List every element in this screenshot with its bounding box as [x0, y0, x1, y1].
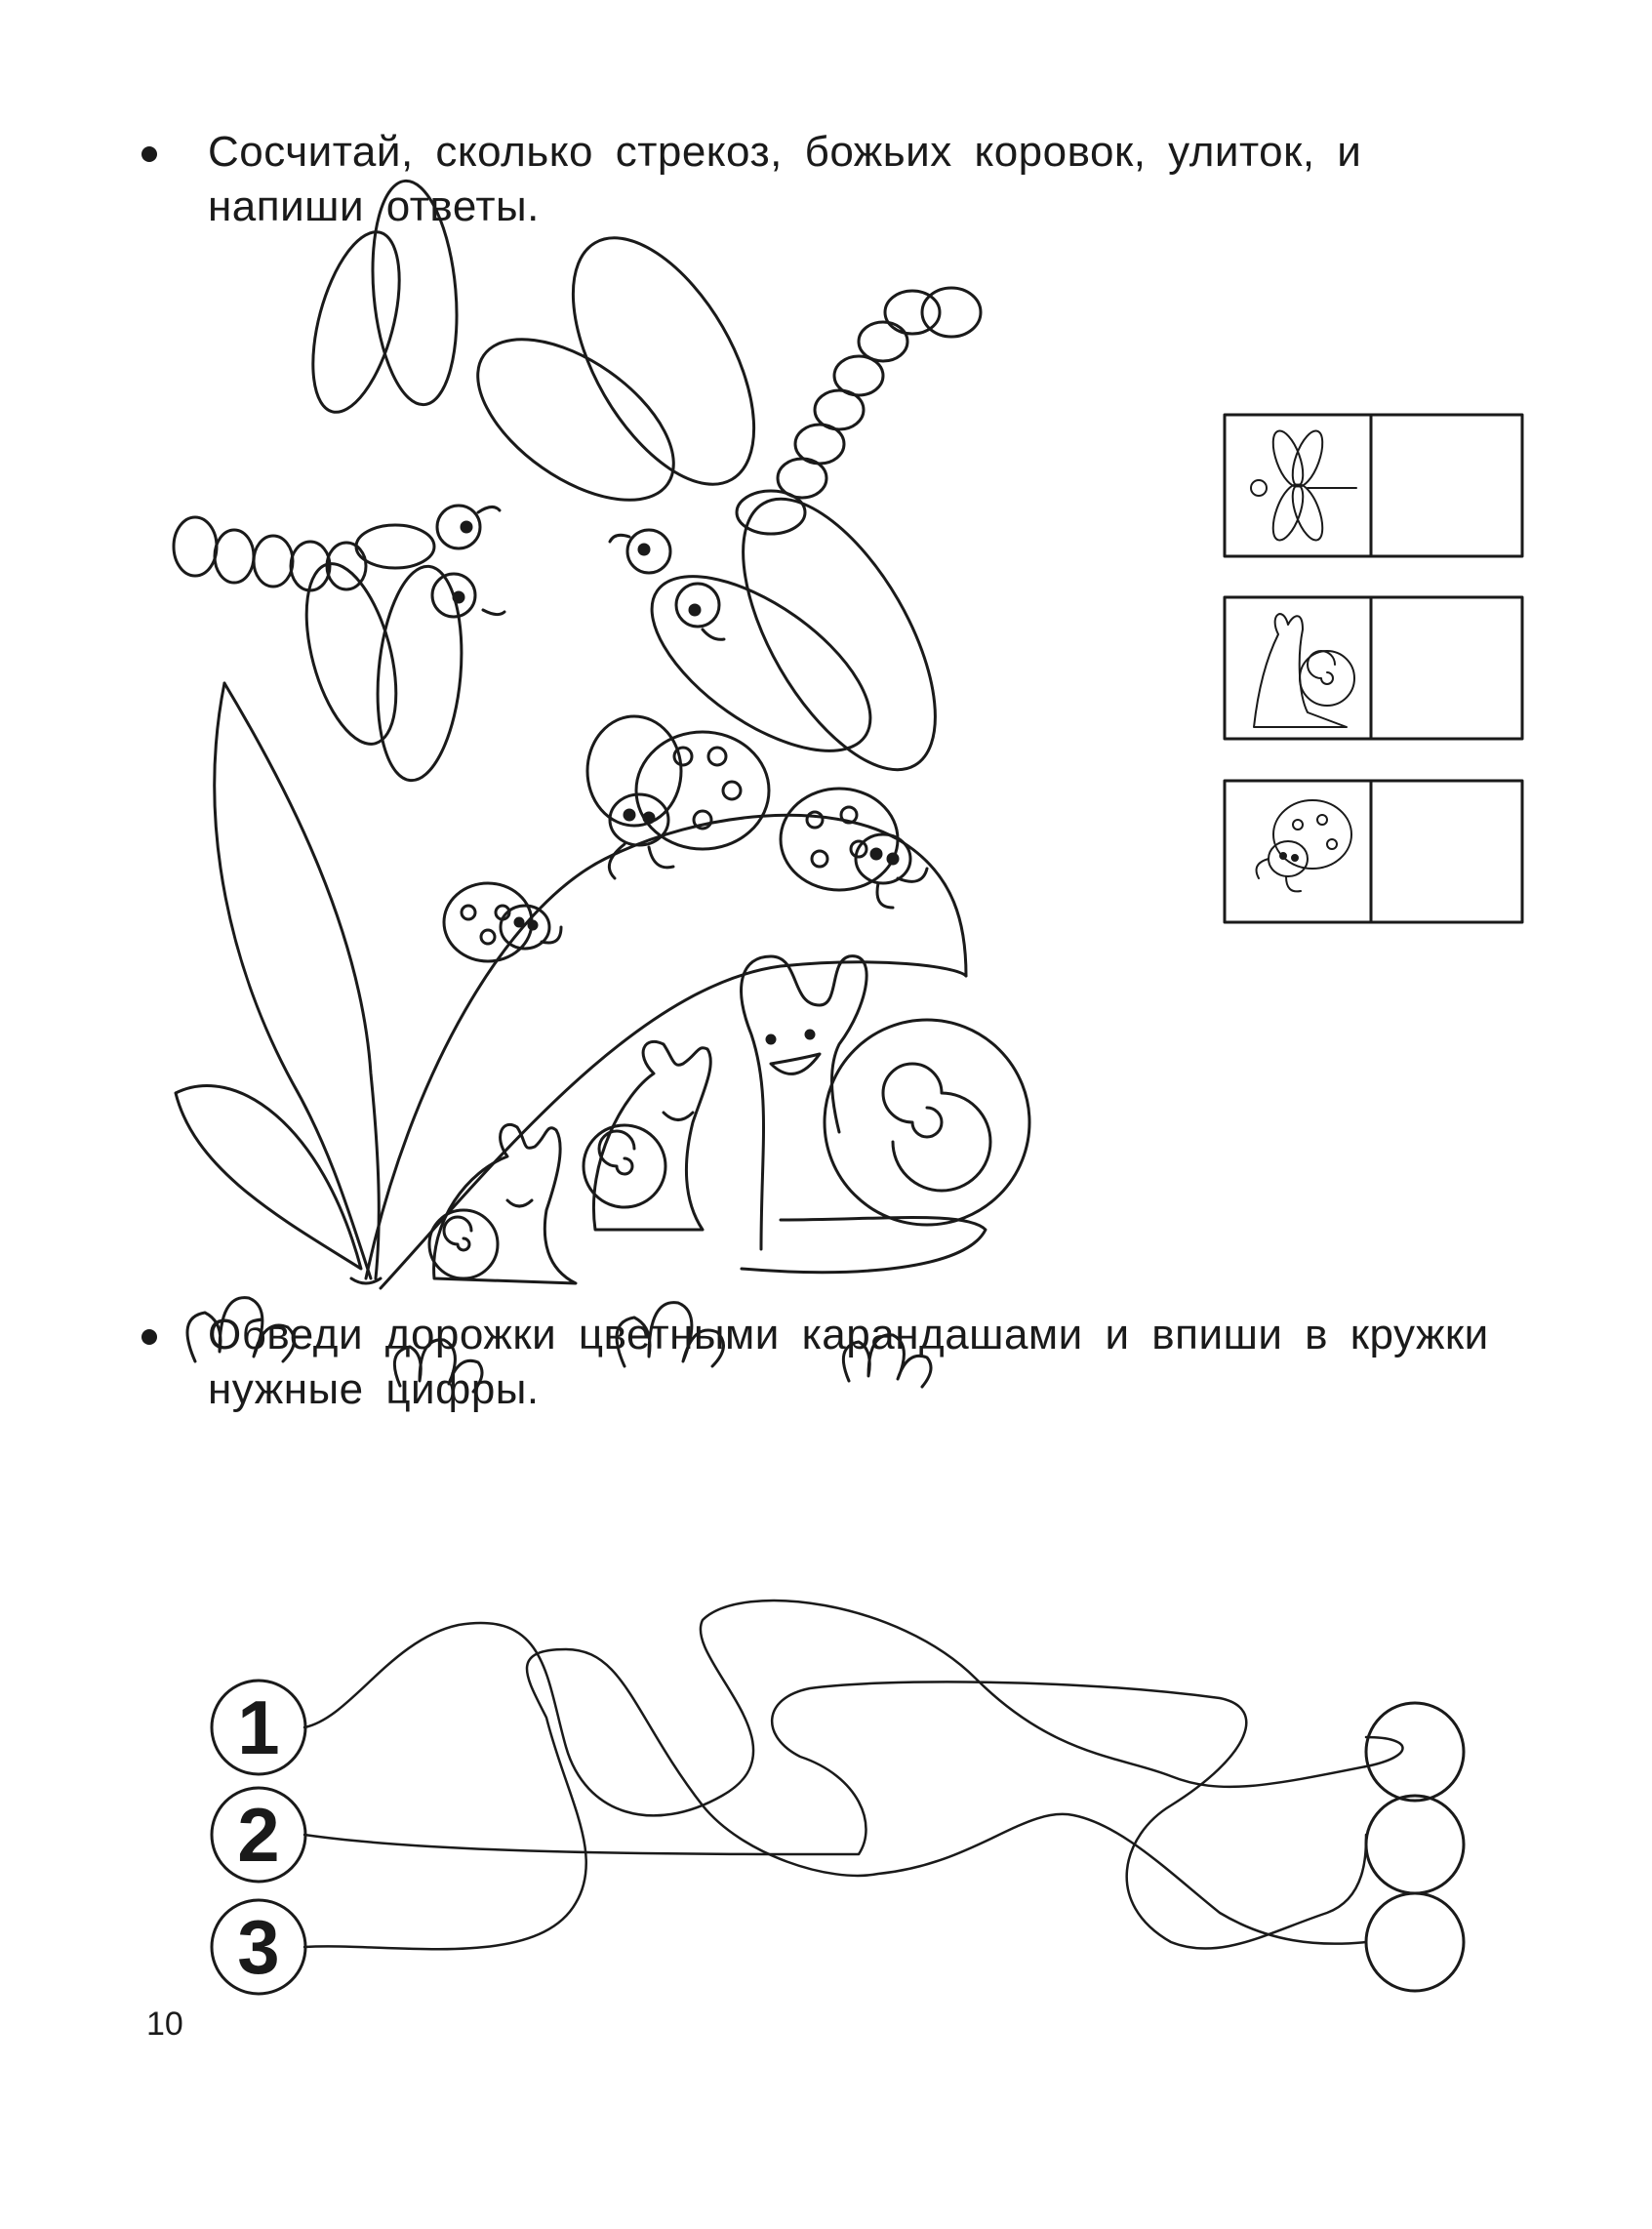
task2-text: Обведи дорожки цветными карандашами и впиши в кружки нужные цифры.: [208, 1311, 1489, 1413]
page-number: 10: [146, 2006, 183, 2043]
start-number-2: 2: [237, 1792, 280, 1878]
maze-path-1[interactable]: [304, 1601, 1403, 1815]
end-circle-3[interactable]: [1366, 1893, 1464, 1991]
maze-path-2[interactable]: [304, 1682, 1366, 1948]
maze-path-3[interactable]: [304, 1649, 1366, 1949]
end-circle-2[interactable]: [1366, 1796, 1464, 1893]
task1-text: Сосчитай, сколько стрекоз, божьих коровок, улиток, и напиши ответы.: [208, 128, 1362, 230]
start-number-1: 1: [237, 1684, 280, 1770]
start-number-3: 3: [237, 1904, 280, 1990]
end-circles: [1366, 1703, 1464, 1991]
end-circle-1[interactable]: [1366, 1703, 1464, 1801]
maze-paths: [304, 1601, 1403, 1949]
